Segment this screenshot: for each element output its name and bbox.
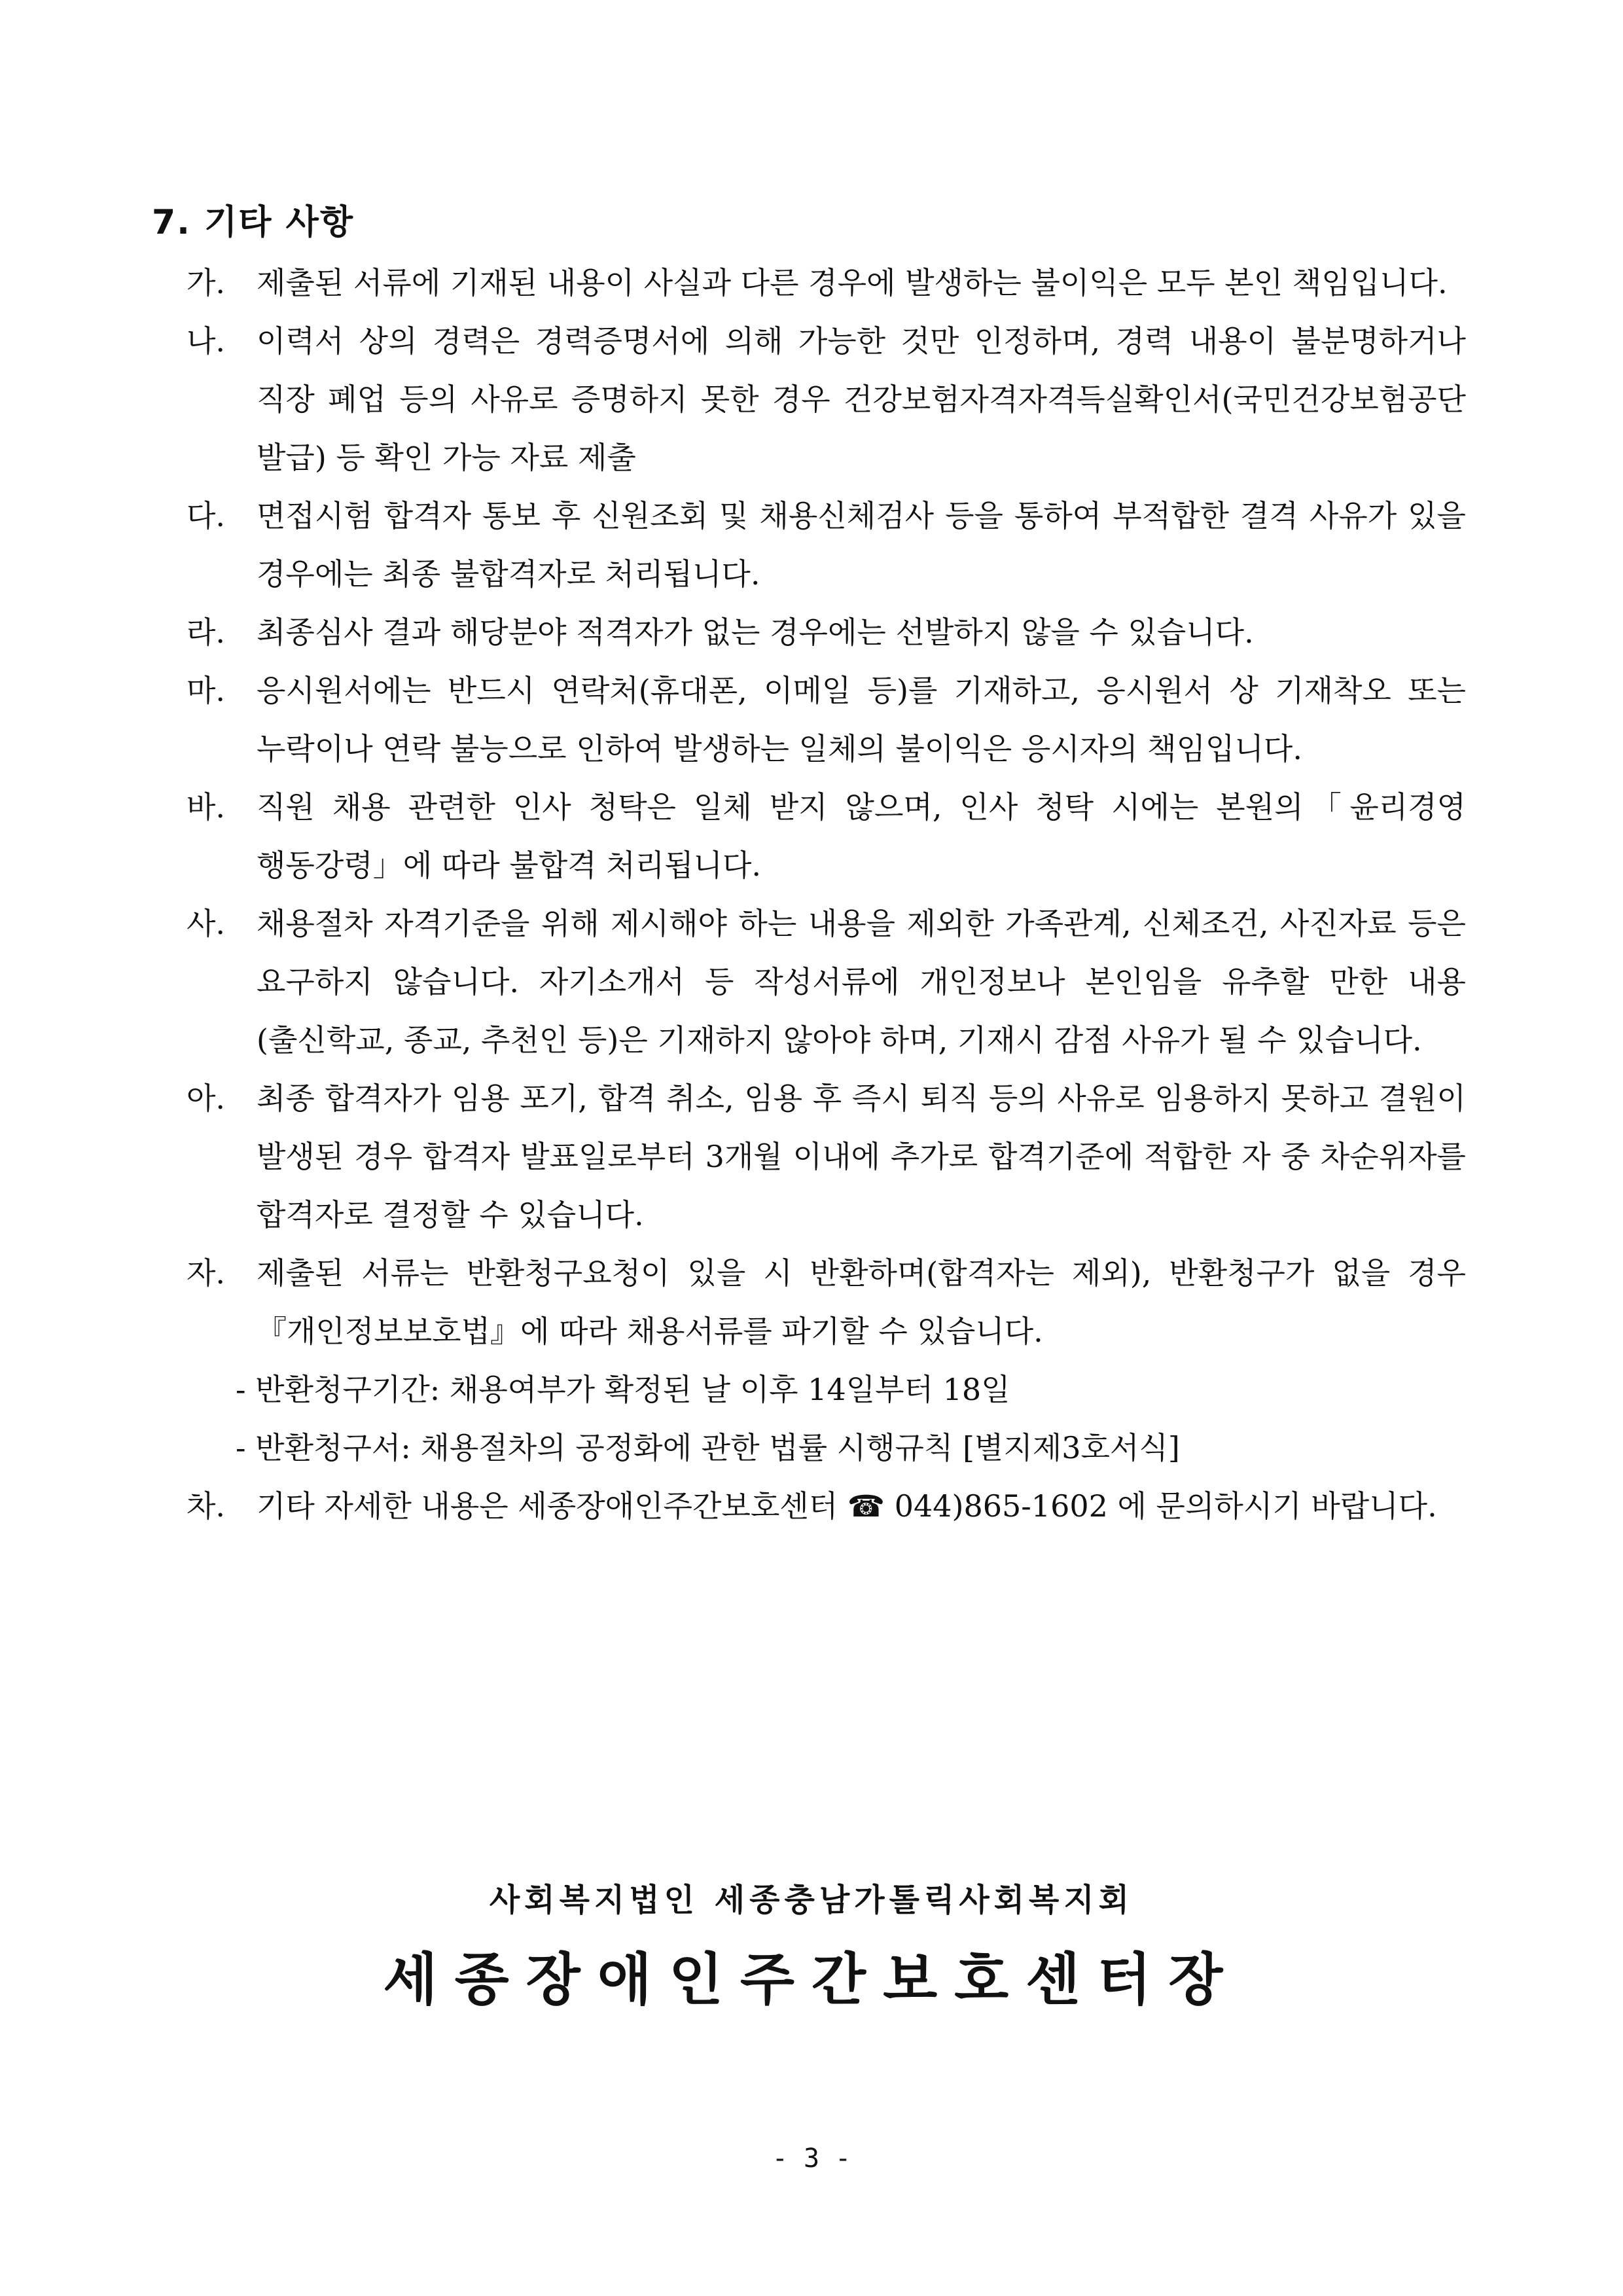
item-text: 최종 합격자가 임용 포기, 합격 취소, 임용 후 즉시 퇴직 등의 사유로 임용하지 못하고 결원이 발생된 경우 합격자 발표일로부터 3개월 이내에 추가로 합격기준에 적합한 자 중 차순위자를 합격자로 결정할 수 있습니다.	[257, 1081, 1466, 1232]
item-marker: 나.	[187, 323, 226, 359]
item-marker: 아.	[187, 1081, 226, 1116]
page-number: - 3 -	[772, 2144, 851, 2174]
list-item	[187, 662, 1466, 778]
list-item	[187, 1244, 1466, 1361]
item-marker: 차.	[187, 1488, 226, 1524]
item-text: 제출된 서류는 반환청구요청이 있을 시 반환하며(합격자는 제외), 반환청구가 없을 경우『개인정보보호법』에 따라 채용서류를 파기할 수 있습니다.	[257, 1255, 1466, 1349]
list-item	[187, 254, 1466, 312]
item-text: 응시원서에는 반드시 연락처(휴대폰, 이메일 등)를 기재하고, 응시원서 상 기재착오 또는 누락이나 연락 불능으로 인하여 발생하는 일체의 불이익은 응시자의 책임입니다.	[257, 673, 1466, 766]
list-item	[187, 1069, 1466, 1244]
item-marker: 다.	[187, 498, 226, 533]
item-marker: 가.	[187, 265, 226, 300]
item-text: 제출된 서류에 기재된 내용이 사실과 다른 경우에 발생하는 불이익은 모두 본인 책임입니다.	[257, 265, 1448, 300]
contact-text-after: 에 문의하시기 바랍니다.	[1117, 1488, 1437, 1524]
item-marker: 바.	[187, 789, 226, 825]
item-text: 이력서 상의 경력은 경력증명서에 의해 가능한 것만 인정하며, 경력 내용이 불분명하거나 직장 폐업 등의 사유로 증명하지 못한 경우 건강보험자격자격득실확인서(국민건강보험공단 발급) 등 확인 가능 자료 제출	[257, 323, 1466, 475]
telephone-icon: ☎	[847, 1488, 885, 1524]
contact-text-before: 기타 자세한 내용은 세종장애인주간보호센터	[257, 1488, 838, 1524]
item-text: 면접시험 합격자 통보 후 신원조회 및 채용신체검사 등을 통하여 부적합한 결격 사유가 있을 경우에는 최종 불합격자로 처리됩니다.	[257, 498, 1466, 592]
item-text: 직원 채용 관련한 인사 청탁은 일체 받지 않으며, 인사 청탁 시에는 본원의「윤리경영 행동강령」에 따라 불합격 처리됩니다.	[257, 789, 1466, 883]
list-item	[187, 895, 1466, 1069]
item-marker: 자.	[187, 1255, 226, 1291]
return-form-note: - 반환청구서: 채용절차의 공정화에 관한 법률 시행규칙 [별지제3호서식]	[236, 1430, 1180, 1465]
item-list	[187, 254, 1466, 1535]
item-text: 최종심사 결과 해당분야 적격자가 없는 경우에는 선발하지 않을 수 있습니다.	[257, 615, 1254, 650]
item-marker: 라.	[187, 615, 226, 650]
contact-item	[187, 1477, 1466, 1535]
organization-name: 사회복지법인 세종충남가톨릭사회복지회	[489, 1882, 1134, 1918]
item-text: 채용절차 자격기준을 위해 제시해야 하는 내용을 제외한 가족관계, 신체조건, 사진자료 등은 요구하지 않습니다. 자기소개서 등 작성서류에 개인정보나 본인임을 유추할 만한 내용(출신학교, 종교, 추천인 등)은 기재하지 않아야 하며, 기재시 감점 사유가 될 수 있습니다.	[257, 906, 1466, 1058]
return-period-note: - 반환청구기간: 채용여부가 확정된 날 이후 14일부터 18일	[236, 1372, 1010, 1407]
phone-number: 044)865-1602	[894, 1488, 1108, 1524]
list-item	[187, 778, 1466, 895]
section-title: 7. 기타 사항	[152, 203, 355, 242]
item-marker: 사.	[187, 906, 226, 941]
item-marker: 마.	[187, 673, 226, 708]
list-item	[187, 603, 1466, 662]
list-item	[187, 312, 1466, 487]
return-request-details	[236, 1361, 1466, 1477]
list-item	[187, 487, 1466, 603]
organization-head-title: 세종장애인주간보호센터장	[383, 1947, 1240, 2013]
